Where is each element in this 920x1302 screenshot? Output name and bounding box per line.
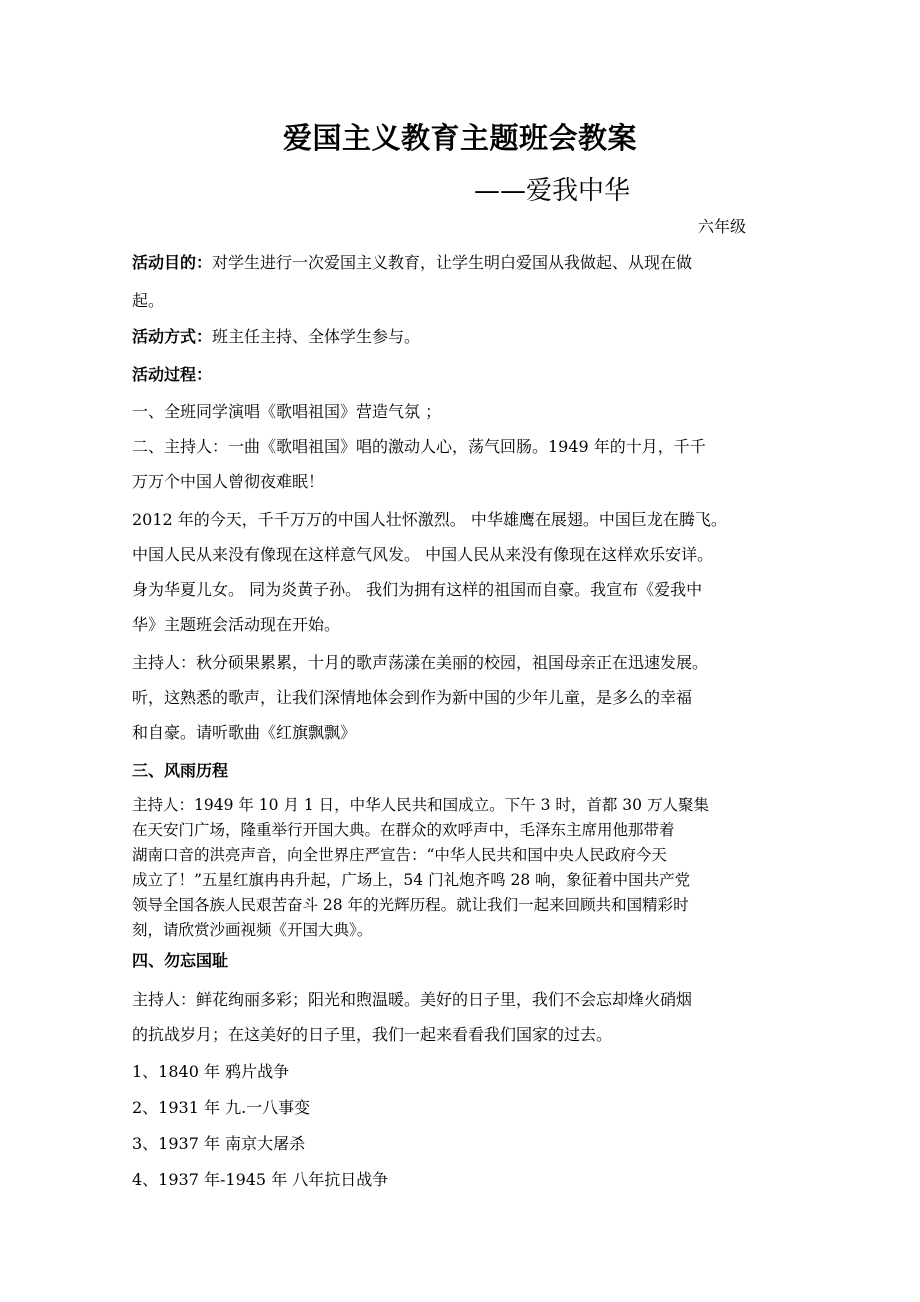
- para-2012-line-1: 2012 年的今天，千千万万的中国人壮怀激烈。 中华雄鹰在展翅。中国巨龙在腾飞。: [132, 510, 727, 529]
- event-item: 2、1931 年 九.一八事变: [132, 1098, 311, 1117]
- process-label: 活动过程：: [132, 365, 213, 384]
- section-3-line-2: 在天安门广场，隆重举行开国大典。在群众的欢呼声中，毛泽东主席用他那带着: [132, 821, 675, 839]
- section-3-line-1: 主持人：1949 年 10 月 1 日，中华人民共和国成立。下午 3 时，首都 30 万人聚集: [132, 796, 709, 814]
- para-2012-line-4: 华》主题班会活动现在开始。: [132, 615, 341, 634]
- section-3-heading: 三、风雨历程: [132, 761, 229, 780]
- purpose-line-1: [132, 250, 812, 273]
- section-3-line-5: 领导全国各族人民艰苦奋斗 28 年的光辉历程。就让我们一起来回顾共和国精彩时: [132, 896, 689, 914]
- purpose-text: 对学生进行一次爱国主义教育，让学生明白爱国从我做起、从现在做: [212, 253, 693, 272]
- purpose-line-2: 起。: [132, 291, 165, 310]
- section-3-line-3: 湖南口音的洪亮声音，向全世界庄严宣告：“中华人民共和国中央人民政府今天: [132, 846, 667, 864]
- event-item: 1、1840 年 鸦片战争: [132, 1062, 290, 1081]
- host-1-line-3: 和自豪。请听歌曲《红旗飘飘》: [132, 723, 357, 742]
- document-subtitle: ——爱我中华: [474, 176, 631, 206]
- section-3-line-6: 刻，请欣赏沙画视频《开国大典》。: [132, 921, 373, 939]
- section-3-line-4: 成立了！”五星红旗冉冉升起，广场上，54 门礼炮齐鸣 28 响，象征着中国共产党: [132, 871, 691, 889]
- purpose-label: 活动目的：: [132, 253, 213, 272]
- event-item: 3、1937 年 南京大屠杀: [132, 1134, 306, 1153]
- section-4-line-2: 的抗战岁月；在这美好的日子里，我们一起来看看我们国家的过去。: [132, 1025, 613, 1044]
- para-2012-line-3: 身为华夏儿女。 同为炎黄子孙。 我们为拥有这样的祖国而自豪。我宣布《爱我中: [132, 580, 703, 599]
- grade-label: 六年级: [698, 217, 747, 236]
- method-text: 班主任主持、全体学生参与。: [212, 327, 421, 346]
- para-2012-line-2: 中国人民从来没有像现在这样意气风发。 中国人民从来没有像现在这样欢乐安详。: [132, 545, 714, 564]
- step-2-line-1: 二、主持人：一曲《歌唱祖国》唱的激动人心，荡气回肠。1949 年的十月，千千: [132, 437, 706, 456]
- method-label: 活动方式：: [132, 327, 213, 346]
- step-1: 一、全班同学演唱《歌唱祖国》营造气氛 ；: [132, 402, 442, 421]
- host-1-line-2: 听，这熟悉的歌声，让我们深情地体会到作为新中国的少年儿童，是多么的幸福: [132, 688, 693, 707]
- method-line: [132, 324, 812, 347]
- document-title: 爱国主义教育主题班会教案: [282, 121, 637, 155]
- host-1-line-1: 主持人：秋分硕果累累，十月的歌声荡漾在美丽的校园，祖国母亲正在迅速发展。: [132, 653, 709, 672]
- step-2-line-2: 万万个中国人曾彻夜难眠！: [132, 472, 325, 491]
- section-4-line-1: 主持人：鲜花绚丽多彩；阳光和煦温暖。美好的日子里，我们不会忘却烽火硝烟: [132, 990, 693, 1009]
- event-item: 4、1937 年-1945 年 八年抗日战争: [132, 1170, 389, 1189]
- section-4-heading: 四、勿忘国耻: [132, 951, 229, 970]
